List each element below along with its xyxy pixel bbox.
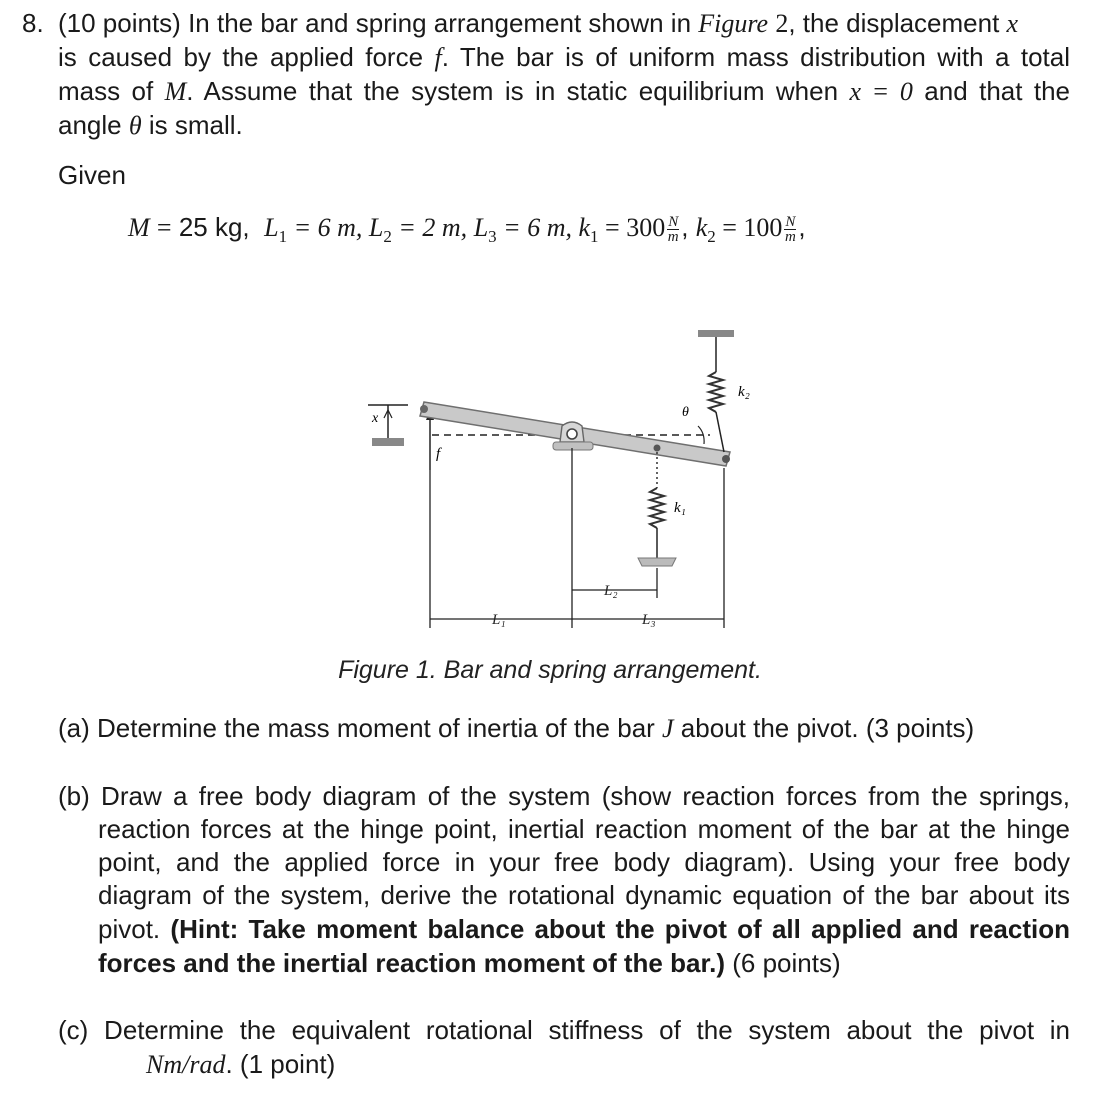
part-b-text: pivot. bbox=[98, 914, 171, 944]
hint-text: forces and the inertial reaction moment of the bar.) bbox=[98, 948, 726, 978]
problem-text: angle bbox=[58, 110, 129, 140]
given-M-symbol: M bbox=[128, 213, 150, 242]
problem-text: is small. bbox=[141, 110, 243, 140]
label-L2: L₂ bbox=[604, 583, 618, 599]
subscript: 1 bbox=[590, 227, 599, 247]
problem-text: , the displacement bbox=[788, 8, 1007, 38]
variable-theta: θ bbox=[128, 111, 142, 140]
given-L2 bbox=[368, 213, 474, 247]
problem-text: . Assume that the system is in static equilibrium when bbox=[186, 76, 850, 106]
label-L1: L₁ bbox=[492, 612, 506, 628]
part-a bbox=[58, 712, 974, 746]
variable-J: J bbox=[662, 714, 674, 743]
figure-caption: Figure 1. Bar and spring arrangement. bbox=[338, 656, 762, 684]
variable-x: x bbox=[1006, 9, 1019, 38]
k-symbol: k bbox=[578, 213, 591, 242]
L3-value: = 6 m, bbox=[503, 213, 579, 242]
subscript: 2 bbox=[383, 227, 392, 247]
part-c-points: . (1 point) bbox=[225, 1049, 336, 1079]
part-b-points: (6 points) bbox=[725, 948, 841, 978]
given-k2 bbox=[695, 213, 783, 247]
equals-sign: = bbox=[156, 213, 172, 242]
variable-f: f bbox=[434, 43, 442, 72]
given-L3 bbox=[473, 213, 579, 247]
equation-x-zero: x = 0 bbox=[849, 77, 913, 106]
top-support bbox=[698, 330, 734, 337]
L2-value: = 2 m, bbox=[398, 213, 474, 242]
spring-k1 bbox=[638, 452, 686, 566]
problem-text: (10 points) In the bar and spring arrangement shown in bbox=[58, 8, 699, 38]
subscript: 2 bbox=[707, 227, 716, 247]
figure-reference: Figure bbox=[698, 9, 769, 38]
part-a-text: (a) Determine the mass moment of inertia of the bar bbox=[58, 713, 663, 743]
bar-spring-figure bbox=[360, 330, 760, 640]
unit-denominator: m bbox=[784, 228, 796, 245]
problem-number: 8. bbox=[22, 8, 44, 38]
variable-M: M bbox=[164, 77, 187, 106]
given-L1 bbox=[264, 213, 369, 247]
hint-text: (Hint: Take moment balance about the pivot of all applied and reaction bbox=[170, 914, 1070, 944]
k1-value: = 300 bbox=[605, 213, 666, 242]
separator: , bbox=[681, 212, 689, 242]
part-c-line-2 bbox=[146, 1048, 335, 1082]
part-b-line-6 bbox=[98, 947, 841, 981]
given-M-value: 25 kg, bbox=[178, 212, 250, 242]
problem-text: is caused by the applied force bbox=[58, 42, 435, 72]
part-b-line-1: (b) Draw a free body diagram of the system (show reaction forces from the springs, bbox=[58, 781, 1070, 811]
dimension-lines bbox=[430, 448, 724, 628]
label-k2: k₂ bbox=[738, 384, 750, 400]
problem-text: and that the bbox=[912, 76, 1071, 106]
unit-denominator: m bbox=[667, 228, 679, 245]
displacement-x-marker bbox=[368, 405, 408, 446]
part-b-line-5 bbox=[98, 913, 1070, 947]
L-symbol: L bbox=[473, 213, 489, 242]
given-k1 bbox=[578, 213, 666, 247]
L1-value: = 6 m, bbox=[293, 213, 369, 242]
problem-text: . The bar is of uniform mass distribution with a total bbox=[441, 42, 1071, 72]
part-b-line-3: point, and the applied force in your free body diagram). Using your free body bbox=[98, 847, 1070, 877]
unit-fraction bbox=[667, 215, 679, 244]
subscript: 1 bbox=[278, 227, 288, 247]
angle-theta bbox=[682, 405, 704, 444]
part-b-line-4: diagram of the system, derive the rotational dynamic equation of the bar about its bbox=[98, 880, 1070, 910]
problem-line-1 bbox=[58, 6, 1018, 41]
label-f: f bbox=[436, 446, 441, 462]
L-symbol: L bbox=[264, 213, 279, 242]
label-theta: θ bbox=[682, 405, 689, 420]
part-a-points: about the pivot. (3 points) bbox=[673, 713, 975, 743]
figure-number: 2 bbox=[775, 9, 789, 38]
given-equation bbox=[128, 212, 806, 247]
part-b-line-2: reaction forces at the hinge point, inertial reaction moment of the bar at the hinge bbox=[98, 814, 1070, 844]
subscript: 3 bbox=[488, 227, 497, 247]
unit-fraction bbox=[784, 215, 796, 244]
label-x: x bbox=[372, 411, 379, 426]
k2-value: = 100 bbox=[722, 213, 783, 242]
part-c-line-1: (c) Determine the equivalent rotational stiffness of the system about the pivot in bbox=[58, 1015, 1070, 1045]
unit-nm-per-rad: Nm/rad bbox=[146, 1050, 226, 1079]
problem-line-3 bbox=[58, 74, 1070, 109]
problem-text: mass of bbox=[58, 76, 165, 106]
problem-line-2 bbox=[58, 40, 1070, 75]
problem-line-4 bbox=[58, 108, 243, 143]
separator: , bbox=[798, 212, 806, 242]
label-k1: k₁ bbox=[674, 500, 686, 516]
unit-numerator: N bbox=[668, 213, 679, 230]
unit-numerator: N bbox=[785, 213, 796, 230]
given-label: Given bbox=[58, 160, 126, 190]
L-symbol: L bbox=[368, 213, 384, 242]
label-L3: L₃ bbox=[642, 612, 656, 628]
k-symbol: k bbox=[695, 213, 708, 242]
spring-k2 bbox=[698, 330, 750, 452]
